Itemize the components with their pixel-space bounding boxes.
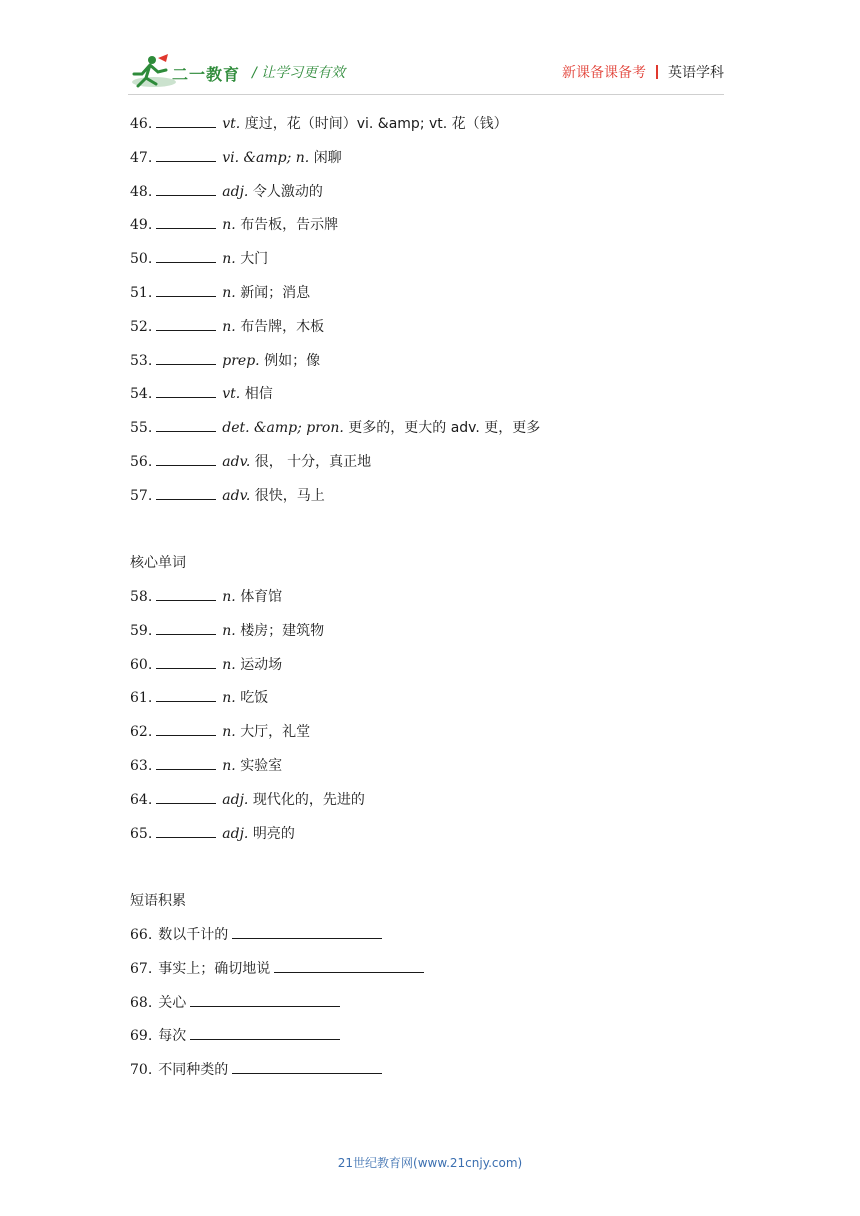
list-item [130,214,338,234]
header-subject [562,62,724,82]
part-of-speech: n. [222,758,236,774]
list-item [130,620,324,640]
item-meaning: 新闻；消息 [240,285,311,301]
item-number: 69. [130,1028,153,1045]
list-item [130,383,273,403]
list-item [130,958,430,978]
answer-blank[interactable] [156,687,216,702]
part-of-speech: n. [222,318,236,335]
list-item [130,823,295,843]
part-of-speech: vi. &amp; n. [222,149,310,166]
list-item [130,350,320,370]
part-of-speech: adv. [222,487,251,504]
item-number: 57. [130,487,153,504]
item-meaning: 现代化的，先进的 [252,791,365,808]
item-meaning: 布告板，告示牌 [240,217,339,234]
item-meaning: 闲聊 [313,149,342,166]
item-meaning: 相信 [244,386,273,403]
list-item [130,721,310,741]
list-item [130,992,346,1012]
list-item [130,147,342,167]
item-meaning: 实验室 [240,758,283,774]
list-item [130,687,268,707]
answer-blank[interactable] [156,181,216,196]
item-number: 67. [130,960,153,977]
item-meaning: 关心 [158,994,187,1011]
part-of-speech: n. [222,656,236,673]
part-of-speech: vt. [222,386,241,403]
item-meaning: 每次 [158,1028,187,1045]
item-number: 59. [130,622,153,639]
phrase-section-title: 短语积累 [130,893,186,909]
item-meaning: 很快，马上 [254,487,325,504]
item-number: 52. [130,318,153,335]
item-meaning: 更多的，更大的 adv. 更，更多 [348,420,541,437]
part-of-speech: n. [222,217,236,234]
answer-blank[interactable] [156,451,216,466]
item-number: 66. [130,927,153,943]
answer-blank[interactable] [156,113,216,128]
answer-blank[interactable] [156,755,216,770]
answer-blank[interactable] [156,789,216,804]
item-number: 51. [130,285,153,301]
list-item [130,924,388,944]
item-number: 49. [130,217,153,234]
item-number: 60. [130,656,153,673]
header-course: 新课备课备考 [562,65,646,81]
item-meaning: 楼房；建筑物 [240,622,325,639]
list-item [130,113,508,133]
item-meaning: 体育馆 [240,589,283,605]
list-item [130,417,540,437]
answer-blank[interactable] [156,383,216,398]
item-meaning: 大门 [240,251,269,268]
part-of-speech: adj. [222,825,249,842]
core-section-title: 核心单词 [130,555,186,571]
item-meaning: 例如；像 [264,352,321,369]
item-number: 46. [130,116,153,132]
item-meaning: 数以千计的 [158,927,229,943]
item-number: 55. [130,420,153,437]
item-number: 56. [130,454,153,470]
answer-blank[interactable] [156,248,216,263]
item-number: 61. [130,690,153,707]
logo-text: 二一教育 [172,65,241,84]
answer-blank[interactable] [274,958,424,973]
item-meaning: 不同种类的 [158,1062,229,1079]
item-number: 53. [130,352,153,369]
answer-blank[interactable] [156,214,216,229]
item-meaning: 布告牌，木板 [240,318,325,335]
slogan: / 让学习更有效 [252,65,346,81]
item-meaning: 事实上；确切地说 [158,960,271,977]
item-number: 70. [130,1062,153,1079]
item-meaning: 明亮的 [252,825,295,842]
answer-blank[interactable] [156,620,216,635]
page-header [0,0,860,100]
list-item [130,181,323,201]
part-of-speech: adj. [222,183,249,200]
list-item [130,586,282,606]
answer-blank[interactable] [156,823,216,838]
answer-blank[interactable] [232,924,382,939]
item-meaning: 吃饭 [240,690,269,707]
answer-blank[interactable] [232,1059,382,1074]
answer-blank[interactable] [156,147,216,162]
answer-blank[interactable] [156,485,216,500]
answer-blank[interactable] [156,654,216,669]
list-item [130,1025,346,1045]
list-item [130,789,365,809]
item-number: 54. [130,386,153,403]
part-of-speech: det. &amp; pron. [222,420,344,437]
part-of-speech: n. [222,285,236,301]
item-meaning: 度过，花（时间）vi. &amp; vt. 花（钱） [244,116,508,132]
answer-blank[interactable] [190,992,340,1007]
item-meaning: 运动场 [240,656,283,673]
item-number: 68. [130,994,153,1011]
item-number: 65. [130,825,153,842]
part-of-speech: vt. [222,116,241,132]
part-of-speech: n. [222,690,236,707]
part-of-speech: n. [222,251,236,268]
item-number: 58. [130,589,153,605]
item-number: 47. [130,149,153,166]
answer-blank[interactable] [156,721,216,736]
answer-blank[interactable] [190,1025,340,1040]
item-number: 63. [130,758,153,774]
answer-blank[interactable] [156,282,216,297]
list-item [130,1059,388,1079]
header-divider [656,65,658,79]
item-number: 50. [130,251,153,268]
item-number: 62. [130,724,153,741]
part-of-speech: adv. [222,454,251,470]
item-meaning: 令人激动的 [252,183,323,200]
footer: 21世纪教育网(www.21cnjy.com) [337,1156,523,1170]
header-subject-name: 英语学科 [668,65,724,81]
item-number: 48. [130,183,153,200]
list-item [130,654,282,674]
part-of-speech: n. [222,724,236,741]
header-rule [128,94,724,95]
item-number: 64. [130,791,153,808]
list-item [130,451,371,471]
part-of-speech: adj. [222,791,249,808]
part-of-speech: n. [222,622,236,639]
item-meaning: 很， 十分，真正地 [254,454,372,470]
answer-blank[interactable] [156,586,216,601]
list-item [130,485,325,505]
part-of-speech: n. [222,589,236,605]
list-item [130,282,310,302]
list-item [130,316,324,336]
part-of-speech: prep. [222,352,260,369]
answer-blank[interactable] [156,350,216,365]
item-meaning: 大厅，礼堂 [240,724,311,741]
list-item [130,248,268,268]
answer-blank[interactable] [156,417,216,432]
list-item [130,755,282,775]
answer-blank[interactable] [156,316,216,331]
